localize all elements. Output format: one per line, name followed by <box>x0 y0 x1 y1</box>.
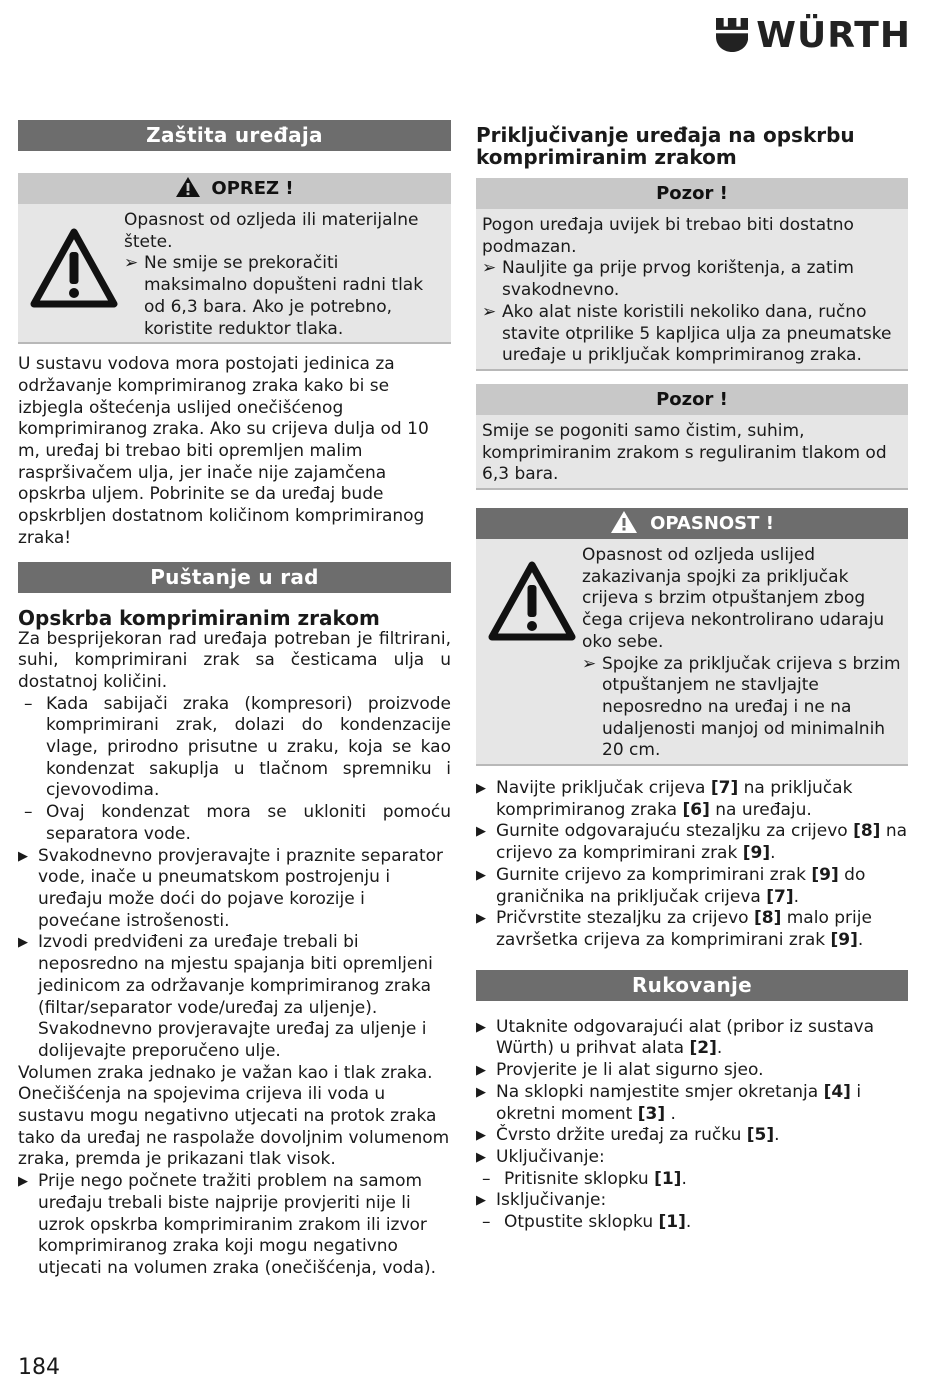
play-bullet-icon: ▶ <box>476 1128 486 1144</box>
part-ref: [8] <box>853 821 881 842</box>
part-ref: [6] <box>682 799 710 820</box>
step-text: malo prije završetka crijeva za komprimirani zrak <box>496 908 872 950</box>
step-text: . <box>665 1103 676 1124</box>
step-text: Čvrsto držite uređaj za ručku <box>496 1125 747 1146</box>
danger-body <box>476 539 908 766</box>
caution-list <box>124 253 445 340</box>
play-bullet-icon: ▶ <box>476 1063 486 1079</box>
caution-body <box>18 204 451 344</box>
step-text: Pričvrstite stezaljku za crijevo <box>496 908 754 929</box>
right-column <box>476 124 908 1234</box>
step-item <box>476 1060 908 1082</box>
part-ref: [9] <box>742 843 771 864</box>
step-text: Provjerite je li alat sigurno sjeo. <box>496 1060 764 1081</box>
step-text: Uključivanje: <box>496 1146 605 1167</box>
operation-steps <box>476 1017 908 1169</box>
dash-list <box>18 694 451 846</box>
danger-item <box>582 654 902 763</box>
step-text: Pritisnite sklopku <box>504 1168 655 1189</box>
play-bullet-icon: ▶ <box>476 781 486 797</box>
notice-box-1 <box>476 178 908 371</box>
maintenance-paragraph: U sustavu vodova mora postojati jedinica za održavanje komprimiranog zraka kako bi se izbjegla oštećenja uslijed onečišćenog komprimiranog zraka. Ako su crijeva dulja od 10 m, uređaj bi trebao biti opremljen malim raspršivačem ulja, jer inače nije zajamčena opskrba uljem. Pobrinite se da uređaj bude opskrbljen dostatnom količinom komprimiranog zraka! <box>18 354 429 548</box>
caution-header <box>18 173 451 204</box>
sub-steps-off <box>476 1212 908 1234</box>
step-text: Utaknite odgovarajući alat (pribor iz sustava Würth) u prihvat alata <box>496 1016 875 1059</box>
connection-heading: Priključivanje uređaja na opskrbu komprimiranim zrakom <box>476 123 855 169</box>
play-bullet-icon: ▶ <box>18 848 28 864</box>
step-item <box>18 932 451 1062</box>
step-item <box>476 1147 908 1169</box>
play-bullet-icon: ▶ <box>476 867 486 883</box>
part-ref: [8] <box>753 908 782 929</box>
step-text: Otpustite sklopku <box>504 1212 659 1233</box>
dash-marker: – <box>482 1212 491 1233</box>
step-text: na uređaju. <box>709 799 812 820</box>
section-title-rukovanje: Rukovanje <box>476 970 908 1001</box>
connection-steps <box>476 778 908 952</box>
notice-item-text: Ako alat niste koristili nekoliko dana, ručno stavite otprilike 5 kapljica ulja za pneumatske uređaje u priključak komprimiranog zraka. <box>502 301 892 366</box>
step-item <box>476 1082 908 1125</box>
caution-item <box>124 253 445 340</box>
step-text: . <box>681 1168 687 1189</box>
play-bullet-icon: ▶ <box>476 1193 486 1209</box>
step-item <box>476 908 908 951</box>
dash-text: Ovaj kondenzat mora se ukloniti pomoću separatora vode. <box>46 802 451 844</box>
step-text: Isključivanje: <box>496 1190 607 1211</box>
dash-text: Kada sabijači zraka (kompresori) proizvode komprimirani zrak, dolazi do kondenzacije vlage, prirodno prisutne u zraku, koja se kao kondenzat sakuplja u tlačnom spremniku i cjevovodima. <box>46 693 451 801</box>
step-text: . <box>716 1038 723 1059</box>
notice-1-header: Pozor ! <box>476 178 908 209</box>
caution-text <box>124 210 445 340</box>
notice-1-list <box>482 258 902 367</box>
sub-steps-on <box>476 1169 908 1191</box>
brand-name: WÜRTH <box>756 14 911 56</box>
step-text: i okretni moment <box>496 1081 862 1124</box>
play-bullet-icon: ▶ <box>18 935 28 951</box>
part-ref: [9] <box>811 864 839 885</box>
part-ref: [3] <box>637 1103 666 1124</box>
danger-box <box>476 508 908 766</box>
step-item <box>476 1017 908 1060</box>
part-ref: [5] <box>746 1125 775 1146</box>
part-ref: [1] <box>654 1168 682 1189</box>
arrow-bullet-icon: ➢ <box>482 301 497 322</box>
danger-item-text: Spojke za priključak crijeva s brzim otpuštanjem ne stavljajte neposredno na uređaj i ne na udaljenosti manjoj od minimalnih 20 cm. <box>602 653 901 761</box>
step-item <box>476 865 908 908</box>
left-column <box>18 120 451 1280</box>
section-title-pustanje: Puštanje u rad <box>18 562 451 593</box>
danger-text <box>582 545 902 762</box>
notice-1-text: Pogon uređaja uvijek bi trebao biti dostatno podmazan. <box>482 215 854 257</box>
step-item <box>18 846 451 933</box>
step-text: Gurnite crijevo za komprimirani zrak <box>496 864 812 885</box>
step-text: Gurnite odgovarajuću stezaljku za crijevo <box>496 821 854 842</box>
danger-list <box>582 654 902 763</box>
notice-2-header: Pozor ! <box>476 384 908 415</box>
air-supply-paragraph: Za besprijekoran rad uređaja potreban je filtrirani, suhi, komprimirani zrak sa česticama ulja u dostatnoj količini. <box>18 628 451 692</box>
arrow-bullet-icon: ➢ <box>482 258 497 279</box>
notice-box-2 <box>476 384 908 490</box>
dash-marker: – <box>24 802 33 823</box>
play-bullet-icon: ▶ <box>476 1019 486 1035</box>
step-text: . <box>685 1212 692 1233</box>
step-item <box>18 1171 451 1280</box>
warning-triangle-icon <box>482 545 582 762</box>
dash-marker: – <box>24 693 33 714</box>
section-title-zastita: Zaštita uređaja <box>18 120 451 151</box>
step-text: Prije nego počnete tražiti problem na samom uređaju trebali biste najprije provjeriti nije li uzrok opskrba komprimiranim zrakom ili izvor komprimiranog zraka koji mogu negativno utjecati na volumen zraka (onečišćenja, voda). <box>38 1171 437 1278</box>
dash-item <box>18 802 451 845</box>
notice-1-body <box>476 209 908 371</box>
step-text: do graničnika na priključak crijeva <box>496 864 866 907</box>
part-ref: [7] <box>766 886 794 907</box>
page-number: 184 <box>18 1355 60 1380</box>
caution-box <box>18 173 451 344</box>
wurth-logo-mark-icon <box>716 15 748 55</box>
wurth-logo <box>716 14 911 56</box>
notice-2-text: Smije se pogoniti samo čistim, suhim, komprimiranim zrakom s reguliranim tlakom od 6,3 bara. <box>482 420 887 485</box>
step-text: Navijte priključak crijeva <box>496 778 711 799</box>
step-item <box>476 1125 908 1147</box>
warning-triangle-icon <box>24 210 124 340</box>
part-ref: [7] <box>710 778 739 799</box>
step-list-2 <box>18 1171 451 1280</box>
step-text: na crijevo za komprimirani zrak <box>496 821 908 864</box>
warning-small-icon <box>175 176 201 198</box>
danger-header <box>476 508 908 539</box>
part-ref: [9] <box>830 929 858 950</box>
notice-item <box>482 302 902 367</box>
warning-small-icon <box>610 510 638 534</box>
step-text: . <box>774 1125 780 1146</box>
caution-item-text: Ne smije se prekoračiti maksimalno dopušteni radni tlak od 6,3 bara. Ako je potrebno, koristite reduktor tlaka. <box>144 253 424 339</box>
caution-lead: Opasnost od ozljeda ili materijalne štete. <box>124 210 419 252</box>
volume-paragraph: Volumen zraka jednako je važan kao i tlak zraka. Onečišćenja na spojevima crijeva ili voda u sustavu mogu negativno utjecati na protok zraka tako da uređaj ne raspolaže dovoljnim volumenom zraka, premda je prikazani tlak visok. <box>18 1062 450 1170</box>
step-item <box>476 778 908 821</box>
step-text: . <box>793 886 799 907</box>
dash-marker: – <box>482 1168 491 1189</box>
play-bullet-icon: ▶ <box>476 1084 486 1100</box>
sub-step-item <box>476 1169 908 1191</box>
step-text: Na sklopki namjestite smjer okretanja <box>496 1081 824 1102</box>
part-ref: [2] <box>689 1038 717 1059</box>
subheading-opskrba: Opskrba komprimiranim zrakom <box>18 605 380 630</box>
danger-head-label: OPASNOST ! <box>650 513 774 535</box>
step-text: na priključak komprimiranog zraka <box>496 778 853 820</box>
step-text: . <box>857 929 864 950</box>
step-item <box>476 821 908 864</box>
part-ref: [1] <box>658 1212 686 1233</box>
notice-item-text: Nauljite ga prije prvog korištenja, a zatim svakodnevno. <box>502 258 854 301</box>
step-text: . <box>770 843 776 864</box>
notice-item <box>482 258 902 301</box>
arrow-bullet-icon: ➢ <box>582 653 597 674</box>
danger-lead: Opasnost od ozljeda uslijed zakazivanja spojki za priključak crijeva s brzim otpuštanjem zbog čega crijeva nekontrolirano udaraju oko sebe. <box>582 545 885 652</box>
step-text: Izvodi predviđeni za uređaje trebali bi neposredno na mjestu spajanja biti opremljeni jedinicom za održavanje komprimiranog zraka (filtar/separator vode/uređaj za uljenje). Svakodnevno provjeravajte uređaj za uljenje i dolijevajte preporučeno ulje. <box>38 932 433 1061</box>
sub-step-item <box>476 1212 908 1234</box>
operation-steps-2 <box>476 1190 908 1212</box>
part-ref: [4] <box>823 1081 851 1102</box>
step-text: Svakodnevno provjeravajte i praznite separator vode, inače u pneumatskom postrojenju i uređaju može doći do pojave korozije i povećane istrošenosti. <box>38 845 444 931</box>
caution-head-label: OPREZ ! <box>211 178 294 199</box>
play-bullet-icon: ▶ <box>476 1149 486 1165</box>
play-bullet-icon: ▶ <box>476 824 486 840</box>
play-bullet-icon: ▶ <box>18 1174 28 1190</box>
notice-2-body <box>476 415 908 490</box>
arrow-bullet-icon: ➢ <box>124 253 139 274</box>
dash-item <box>18 694 451 803</box>
play-bullet-icon: ▶ <box>476 911 486 927</box>
step-list-1 <box>18 846 451 1063</box>
step-item <box>476 1190 908 1212</box>
